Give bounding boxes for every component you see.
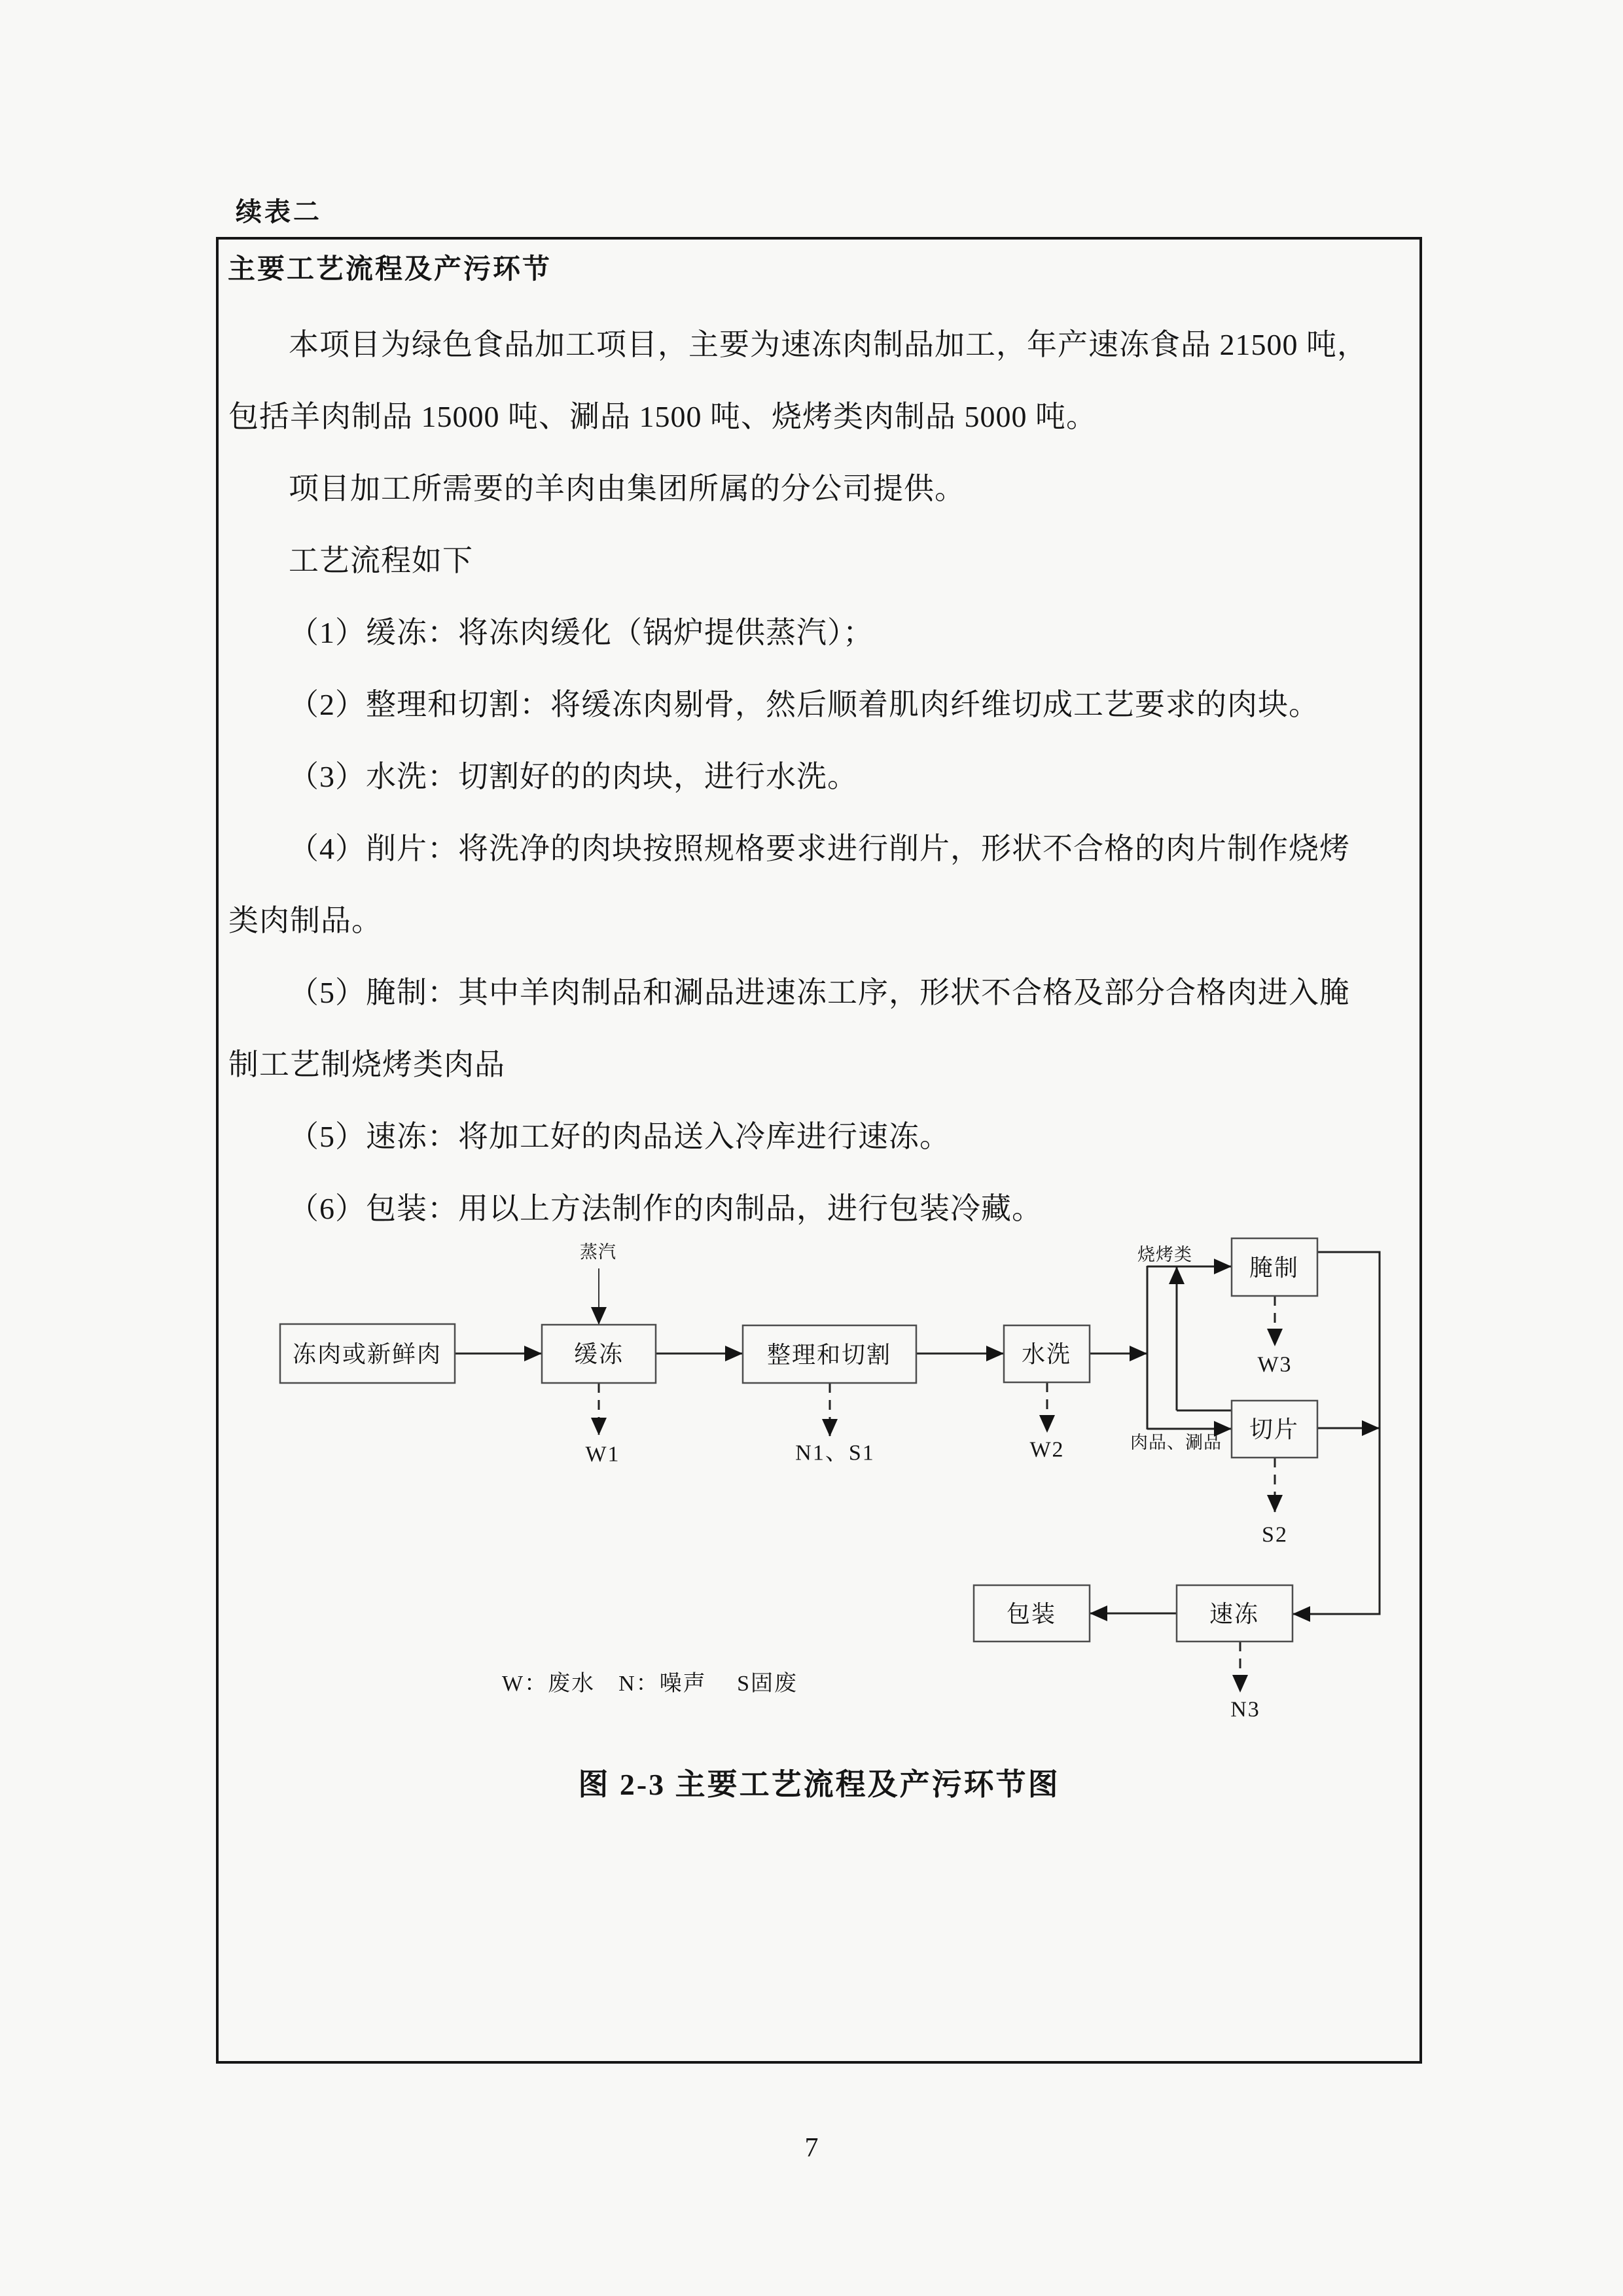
steam-label: 蒸汽 <box>580 1242 616 1262</box>
body-line: 包括羊肉制品 15000 吨、涮品 1500 吨、烧烤类肉制品 5000 吨。 <box>228 400 1097 433</box>
body-line: 类肉制品。 <box>228 904 382 937</box>
node-wash-label: 水洗 <box>1021 1341 1072 1367</box>
node-marinate-label: 腌制 <box>1249 1255 1300 1281</box>
body-line: （6）包装：用以上方法制作的肉制品，进行包装冷藏。 <box>289 1192 1043 1225</box>
node-slice-label: 切片 <box>1249 1416 1300 1443</box>
section-title: 主要工艺流程及产污环节 <box>228 253 552 284</box>
output-n3-label: N3 <box>1230 1697 1260 1722</box>
body-line: （3）水洗：切割好的的肉块，进行水洗。 <box>289 760 858 793</box>
node-raw-meat-label: 冻肉或新鲜肉 <box>292 1341 442 1367</box>
node-freeze-label: 速冻 <box>1209 1601 1260 1627</box>
body-line: （1）缓冻：将冻肉缓化（锅炉提供蒸汽）； <box>289 616 874 649</box>
page-number: 7 <box>804 2133 819 2163</box>
figure-caption: 图 2-3 主要工艺流程及产污环节图 <box>578 1768 1060 1801</box>
meat-hotpot-branch-label: 肉品、涮品 <box>1130 1433 1222 1452</box>
body-line: 制工艺制烧烤类肉品 <box>228 1048 505 1081</box>
body-line: （5）速冻：将加工好的肉品送入冷库进行速冻。 <box>289 1120 950 1153</box>
node-thaw-label: 缓冻 <box>573 1341 624 1367</box>
section-body <box>228 309 1403 1245</box>
body-line: （4）削片：将洗净的肉块按照规格要求进行削片，形状不合格的肉片制作烧烤 <box>289 832 1350 865</box>
body-line: 工艺流程如下 <box>289 544 473 577</box>
node-trim-cut-label: 整理和切割 <box>766 1342 892 1368</box>
output-w3-label: W3 <box>1257 1352 1293 1377</box>
process-flow-diagram <box>216 1224 1422 1748</box>
continuation-table-label: 续表二 <box>236 198 322 226</box>
body-line: 本项目为绿色食品加工项目，主要为速冻肉制品加工，年产速冻食品 21500 吨， <box>289 328 1368 361</box>
body-line: （5）腌制：其中羊肉制品和涮品进速冻工序，形状不合格及部分合格肉进入腌 <box>289 976 1350 1009</box>
node-pack-label: 包装 <box>1006 1601 1057 1627</box>
bbq-branch-label: 烧烤类 <box>1137 1245 1192 1265</box>
output-w1-label: W1 <box>585 1442 620 1467</box>
output-n1s1-label: N1、S1 <box>795 1441 875 1465</box>
output-w2-label: W2 <box>1029 1437 1065 1462</box>
output-s2-label: S2 <box>1262 1522 1288 1547</box>
flow-legend: W：废水 N：噪声 S固废 <box>502 1672 798 1696</box>
body-line: （2）整理和切割：将缓冻肉剔骨，然后顺着肌肉纤维切成工艺要求的肉块。 <box>289 688 1319 721</box>
body-line: 项目加工所需要的羊肉由集团所属的分公司提供。 <box>289 472 965 505</box>
